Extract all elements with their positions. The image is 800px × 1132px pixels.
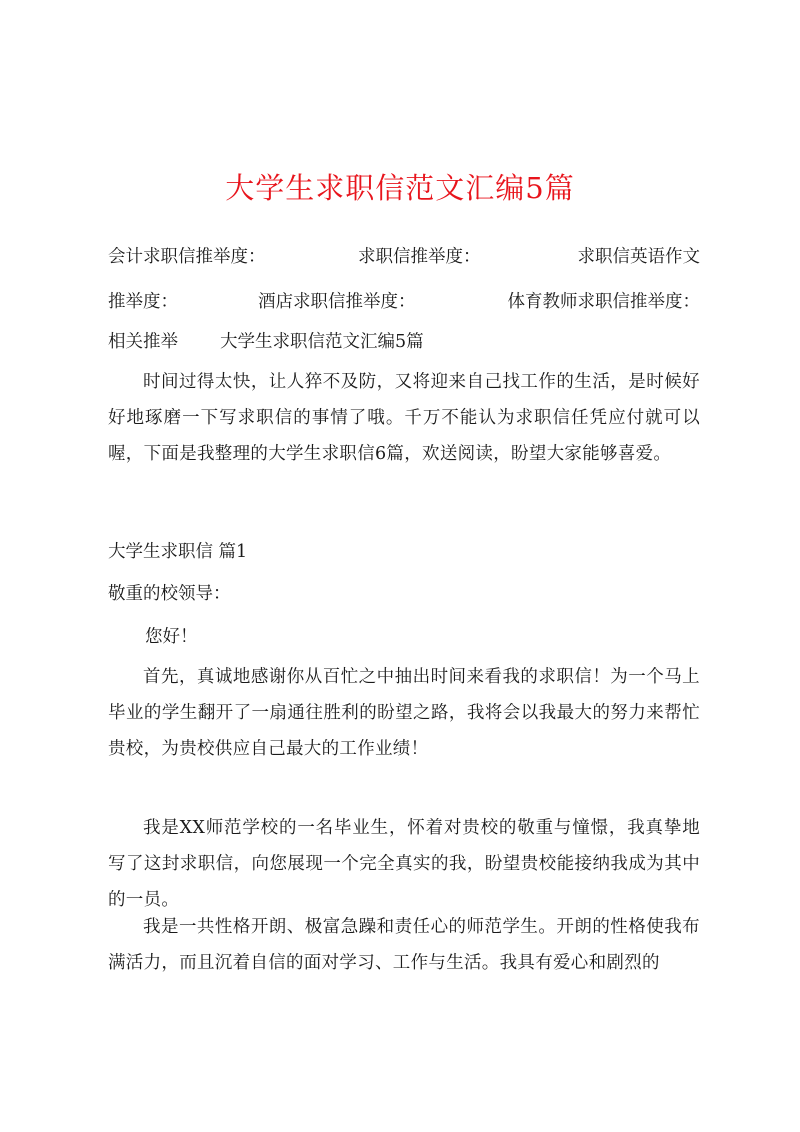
section-heading: 大学生求职信 篇1	[108, 542, 248, 562]
recommendation-item: 推举度：	[108, 292, 178, 312]
related-article-link[interactable]: 大学生求职信范文汇编5篇	[220, 332, 424, 352]
greeting: 您好！	[145, 627, 198, 647]
recommendation-item: 酒店求职信推举度：	[258, 292, 416, 312]
recommendation-item: 求职信英语作文	[577, 247, 700, 267]
body-paragraph-3: 我是一共性格开朗、极富急躁和责任心的师范学生。开朗的性格使我布满活力，而且沉着自信的面对学习、工作与生活。我具有爱心和剧烈的	[108, 917, 700, 973]
recommendation-item: 会计求职信推举度：	[108, 247, 266, 267]
intro-paragraph: 时间过得太快，让人猝不及防，又将迎来自己找工作的生活，是时候好好地琢磨一下写求职信的事情了哦。千万不能认为求职信任凭应付就可以喔，下面是我整理的大学生求职信6篇，欢送阅读，盼望大家能够喜爱。	[108, 372, 700, 464]
recommendation-item: 体育教师求职信推举度：	[507, 292, 700, 312]
salutation: 敬重的校领导：	[108, 584, 231, 604]
body-paragraph-1: 首先，真诚地感谢你从百忙之中抽出时间来看我的求职信！为一个马上毕业的学生翻开了一扇通往胜利的盼望之路，我将会以我最大的努力来帮忙贵校，为贵校供应自己最大的工作业绩！	[108, 667, 700, 759]
body-paragraph-2: 我是XX师范学校的一名毕业生，怀着对贵校的敬重与憧憬，我真挚地写了这封求职信，向您展现一个完全真实的我，盼望贵校能接纳我成为其中的一员。	[108, 818, 700, 910]
related-label: 相关推举	[108, 332, 178, 352]
document-title: 大学生求职信范文汇编5篇	[225, 171, 575, 205]
recommendation-item: 求职信推举度：	[358, 247, 481, 267]
